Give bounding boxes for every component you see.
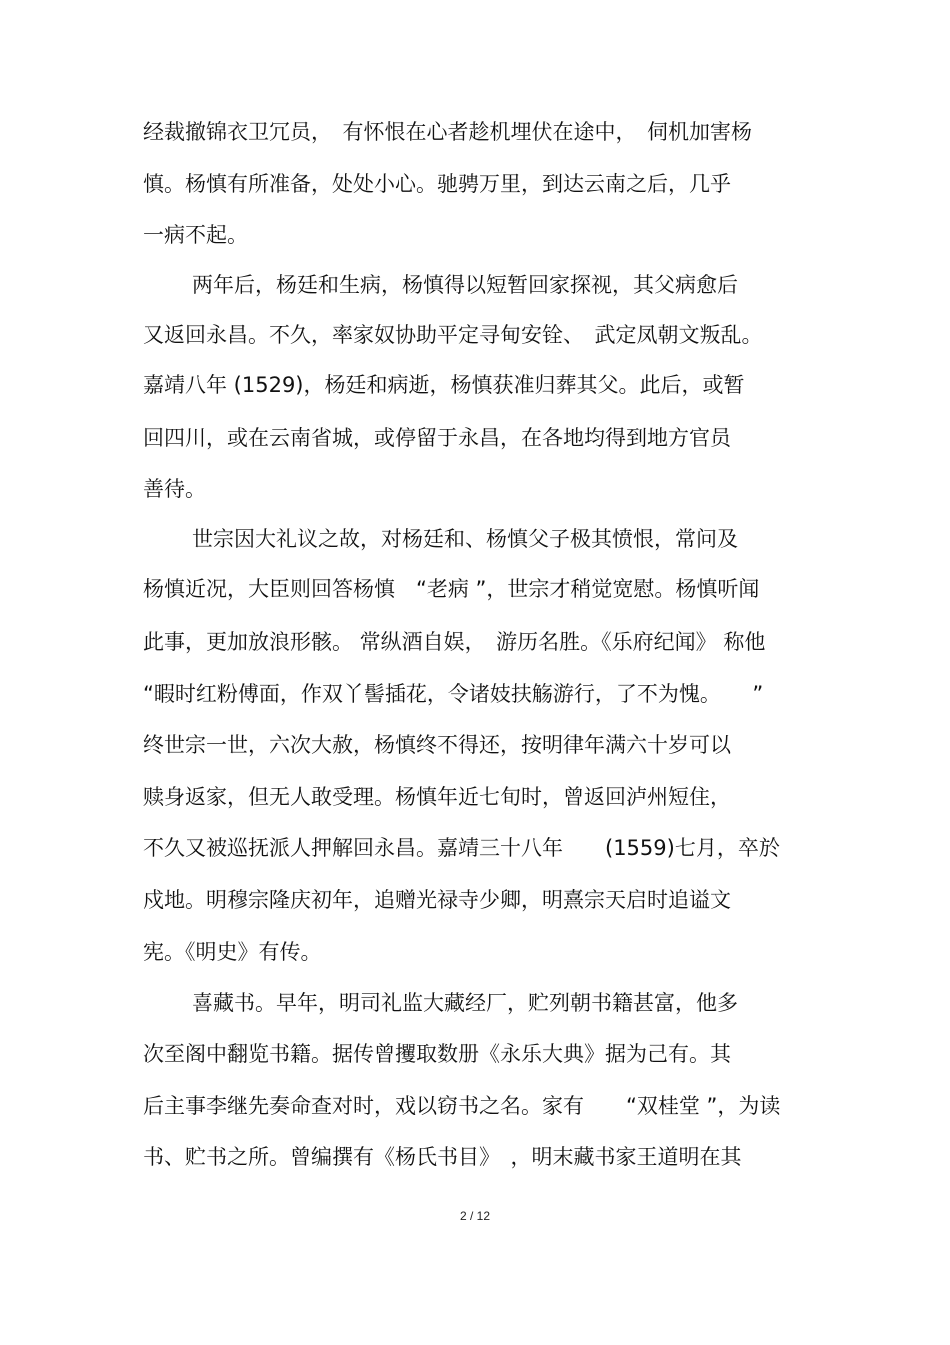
- text-line: “暇时红粉傅面，作双丫髻插花，令诸妓扶觞游行，了不为愧。 ”: [143, 682, 764, 706]
- text-line: 嘉靖八年 (1529)，杨廷和病逝，杨慎获准归葬其父。此后，或暂: [143, 373, 745, 397]
- text-line: 此事，更加放浪形骸。 常纵酒自娱， 游历名胜。《乐府纪闻》 称他: [143, 630, 766, 654]
- text-line: 次至阁中翻览书籍。据传曾攫取数册《永乐大典》据为己有。其: [143, 1042, 731, 1066]
- text-line: 回四川，或在云南省城，或停留于永昌，在各地均得到地方官员: [143, 426, 731, 450]
- text-line: 终世宗一世，六次大赦，杨慎终不得还，按明律年满六十岁可以: [143, 733, 731, 757]
- text-line: 又返回永昌。不久，率家奴协助平定寻甸安铨、 武定凤朝文叛乱。: [143, 323, 763, 347]
- text-line: 赎身返家，但无人敢受理。杨慎年近七旬时，曾返回泸州短住，: [143, 785, 731, 809]
- text-line: 两年后，杨廷和生病，杨慎得以短暂回家探视，其父病愈后: [192, 273, 738, 297]
- text-line: 世宗因大礼议之故，对杨廷和、杨慎父子极其愤恨，常问及: [192, 527, 738, 551]
- page-number: 2 / 12: [459, 1209, 491, 1223]
- text-line: 不久又被巡抚派人押解回永昌。嘉靖三十八年 (1559)七月，卒於: [143, 836, 780, 860]
- text-line: 一病不起。: [143, 223, 248, 247]
- text-line: 宪。《明史》有传。: [143, 940, 322, 964]
- text-line: 喜藏书。早年，明司礼监大藏经厂，贮列朝书籍甚富，他多: [192, 991, 738, 1015]
- text-line: 后主事李继先奏命查对时，戏以窃书之名。家有 “双桂堂 ”，为读: [143, 1094, 781, 1118]
- text-line: 杨慎近况，大臣则回答杨慎 “老病 ”，世宗才稍觉宽慰。杨慎听闻: [143, 577, 760, 601]
- text-line: 善待。: [143, 477, 206, 501]
- text-line: 慎。杨慎有所准备，处处小心。驰骋万里，到达云南之后，几乎: [143, 172, 731, 196]
- text-line: 书、贮书之所。曾编撰有《杨氏书目》 ，明末藏书家王道明在其: [143, 1145, 742, 1169]
- text-line: 戍地。明穆宗隆庆初年，追赠光禄寺少卿，明熹宗天启时追谥文: [143, 888, 731, 912]
- text-line: 经裁撤锦衣卫冗员， 有怀恨在心者趁机埋伏在途中， 伺机加害杨: [143, 120, 752, 144]
